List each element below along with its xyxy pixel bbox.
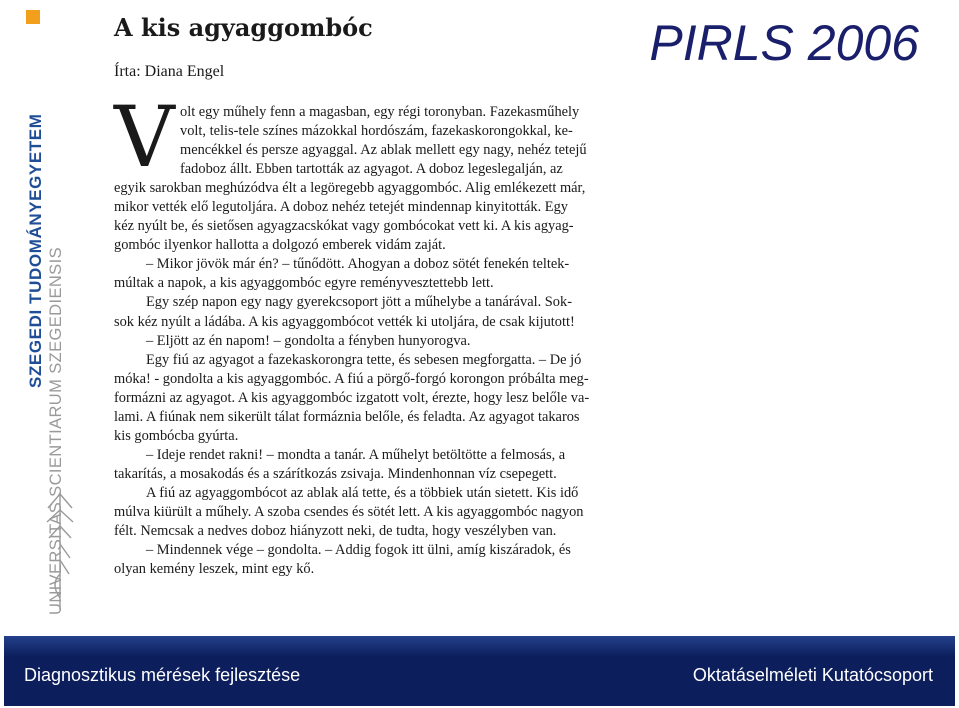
drop-cap: V — [114, 88, 175, 186]
logo-light-text: UNIVERSITAS SCIENTIARUM SZEGEDIENSIS — [47, 247, 65, 615]
text-line: Egy fiú az agyagot a fazekaskorongra tette, és sebesen megforgatta. – De jó — [146, 351, 582, 368]
university-logo — [0, 0, 80, 630]
text-line: formázni az agyagot. A kis agyaggombóc izgatott volt, érezte, hogy lesz belőle va- — [114, 389, 590, 406]
text-line: – Eljött az én napom! – gondolta a fényben hunyorogva. — [146, 332, 471, 349]
text-line: sok kéz nyúlt a ládába. A kis agyaggombócot vették ki utoljára, de csak kijutott! — [114, 313, 575, 330]
text-line: takarítás, a mosakodás és a szárítkozás zsivaja. Mindenhonnan víz csepegett. — [114, 465, 557, 482]
text-line: – Mindennek vége – gondolta. – Addig fogok itt ülni, amíg kiszáradok, és — [146, 542, 571, 559]
logo-bold-text: SZEGEDI TUDOMÁNYEGYETEM — [26, 113, 45, 388]
text-line: lami. A fiúnak nem sikerült tálat formáznia belőle, és feladta. Az agyagot takaros — [114, 408, 580, 425]
text-line: egyik sarokban meghúzódva élt a legöregebb agyaggombóc. Alig emlékezett már, — [114, 180, 586, 197]
text-line: fadoboz állt. Ebben tartották az agyagot. A doboz legeslegalján, az — [180, 161, 563, 178]
document-body — [114, 88, 666, 579]
footer-left-text: Diagnosztikus mérések fejlesztése — [24, 665, 301, 685]
text-line: olt egy műhely fenn a magasban, egy régi toronyban. Fazekasműhely — [180, 104, 580, 120]
pirls-header: PIRLS 2006 — [649, 15, 919, 71]
text-line: volt, telis-tele színes mázokkal hordószám, fazekaskorongokkal, ke- — [180, 123, 573, 140]
text-line: múltak a napok, a kis agyaggombóc egyre reményvesztettebb lett. — [114, 275, 494, 292]
text-line: kéz nyúlt be, és sietősen agyagzacskókat vagy gombócokat vett ki. A kis agyag- — [114, 218, 574, 235]
document-author: Írta: Diana Engel — [114, 63, 225, 80]
logo-orange-square — [26, 10, 40, 24]
wheat-sheaf-icon — [44, 488, 76, 614]
footer-bar — [4, 636, 955, 706]
footer-right-text: Oktatáselméleti Kutatócsoport — [692, 665, 933, 685]
text-line: félt. Nemcsak a nedves doboz hiányzott neki, de tudta, hogy veszélyben van. — [114, 523, 557, 540]
text-line: – Mikor jövök már én? – tűnődött. Ahogyan a doboz sötét fenekén teltek- — [146, 256, 570, 273]
text-line: – Ideje rendet rakni! – mondta a tanár. A műhelyt betöltötte a felmosás, a — [146, 446, 566, 463]
text-line: móka! - gondolta a kis agyaggombóc. A fiú a pörgő-forgó korongon próbálta meg- — [114, 370, 589, 387]
text-line: Egy szép napon egy nagy gyerekcsoport jött a műhelybe a tanárával. Sok- — [146, 294, 572, 311]
text-line: mencékkel és persze agyaggal. Az ablak mellett egy nagy, nehéz tetejű — [180, 142, 587, 159]
text-line: mikor vették elő legutoljára. A doboz nehéz tetejét mindennap kinyitották. Egy — [114, 199, 568, 216]
text-line: A fiú az agyaggombócot az ablak alá tette, és a többiek után sietett. Kis idő — [146, 484, 579, 501]
document-title: A kis agyaggombóc — [114, 13, 373, 42]
text-line: olyan kemény leszek, mint egy kő. — [114, 561, 315, 578]
text-line: múlva kiürült a műhely. A szoba csendes és sötét lett. A kis agyaggombóc nagyon — [114, 503, 584, 520]
text-line: kis gombócba gyúrta. — [114, 427, 239, 444]
text-line: gombóc ilyenkor hallotta a dolgozó emberek vidám zaját. — [114, 237, 446, 254]
